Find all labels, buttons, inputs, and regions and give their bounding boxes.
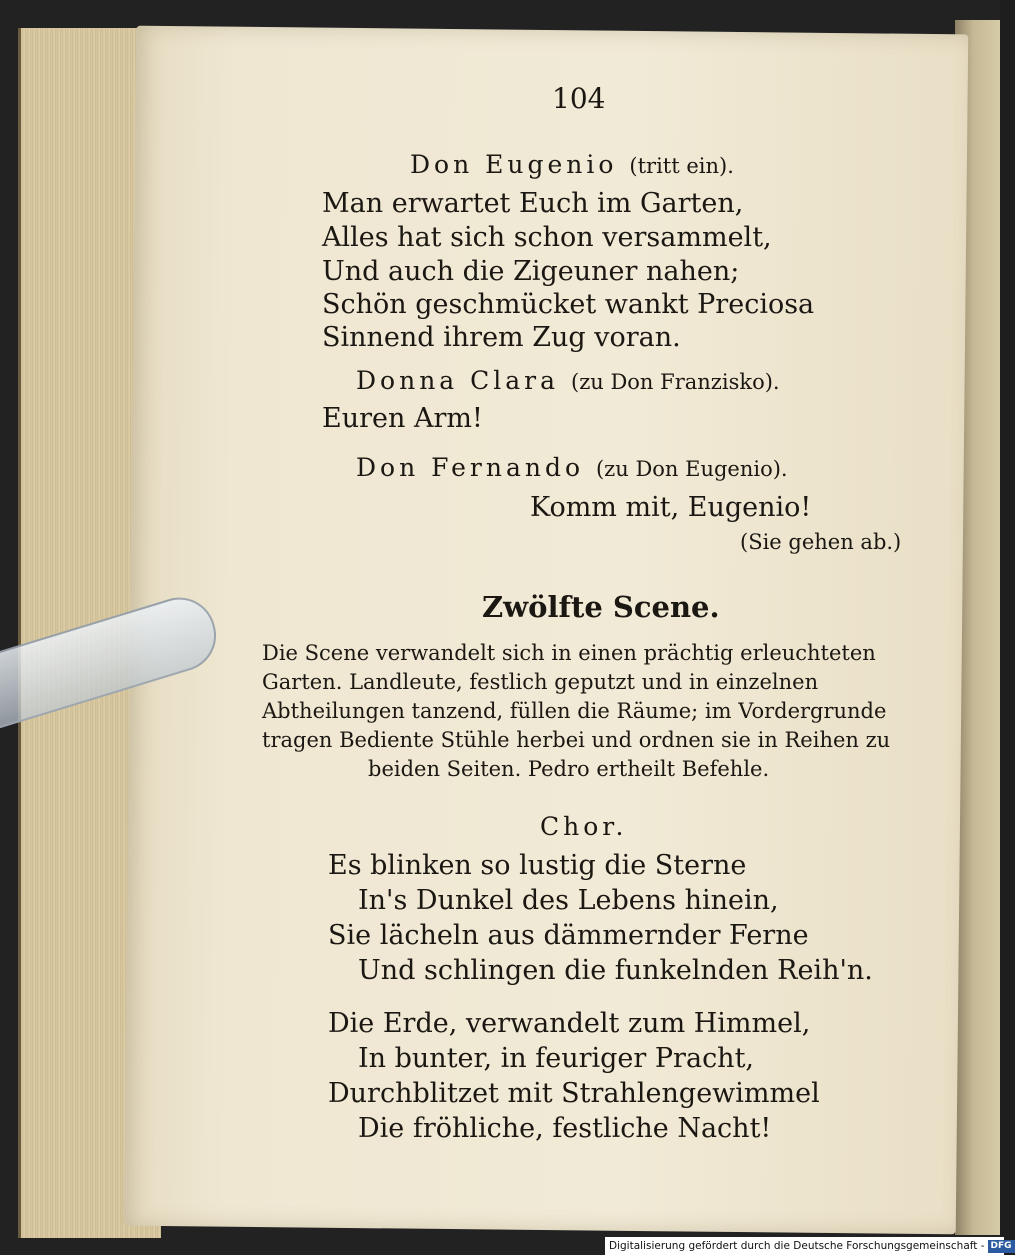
- speaker-name: Donna Clara: [356, 366, 560, 395]
- verse-line: Komm mit, Eugenio!: [530, 492, 812, 523]
- speaker-name: Don Eugenio: [410, 150, 618, 179]
- stage-direction-line: Abtheilungen tanzend, füllen die Räume; im Vordergrunde: [262, 699, 887, 723]
- chorus-verse-line: In bunter, in feuriger Pracht,: [358, 1043, 755, 1074]
- stage-direction-line: tragen Bediente Stühle herbei und ordnen sie in Reihen zu: [262, 728, 891, 752]
- speaker-note: (tritt ein).: [629, 154, 734, 178]
- scene-heading: Zwölfte Scene.: [482, 590, 720, 624]
- chorus-verse-line: Die fröhliche, festliche Nacht!: [358, 1113, 772, 1144]
- stage-direction-line: Garten. Landleute, festlich geputzt und in einzelnen: [262, 670, 819, 694]
- speaker-don-eugenio: [410, 150, 734, 179]
- verse-line: Sinnend ihrem Zug voran.: [322, 322, 681, 353]
- stage-direction-line: Die Scene verwandelt sich in einen prächtig erleuchteten: [262, 641, 876, 665]
- speaker-name: Don Fernando: [356, 453, 585, 482]
- page-number: 104: [552, 82, 606, 115]
- funding-footer: [605, 1237, 1012, 1255]
- verse-line: Alles hat sich schon versammelt,: [322, 222, 772, 253]
- chorus-verse-line: Durchblitzet mit Strahlengewimmel: [328, 1078, 820, 1109]
- speaker-note: (zu Don Franzisko).: [571, 370, 780, 394]
- chorus-verse-line: In's Dunkel des Lebens hinein,: [358, 885, 779, 916]
- verse-line: Schön geschmücket wankt Preciosa: [322, 289, 815, 320]
- verse-line: Man erwartet Euch im Garten,: [322, 188, 744, 219]
- chorus-verse-line: Die Erde, verwandelt zum Himmel,: [328, 1008, 811, 1039]
- chorus-verse-line: Sie lächeln aus dämmernder Ferne: [328, 920, 809, 951]
- chorus-verse-line: Es blinken so lustig die Sterne: [328, 850, 747, 881]
- footer-text: Digitalisierung gefördert durch die Deutsche Forschungsgemeinschaft -: [609, 1240, 985, 1252]
- chorus-label: Chor.: [540, 812, 628, 841]
- verse-line: Euren Arm!: [322, 403, 483, 434]
- speaker-note: (zu Don Eugenio).: [595, 457, 788, 481]
- speaker-don-fernando: [356, 453, 788, 482]
- stage-direction-line: beiden Seiten. Pedro ertheilt Befehle.: [368, 757, 770, 781]
- speaker-donna-clara: [356, 366, 780, 395]
- chorus-verse-line: Und schlingen die funkelnden Reih'n.: [358, 955, 873, 986]
- dfg-logo-icon: DFG: [988, 1240, 1015, 1253]
- stage-direction-exit: (Sie gehen ab.): [740, 530, 902, 554]
- verse-line: Und auch die Zigeuner nahen;: [322, 256, 740, 287]
